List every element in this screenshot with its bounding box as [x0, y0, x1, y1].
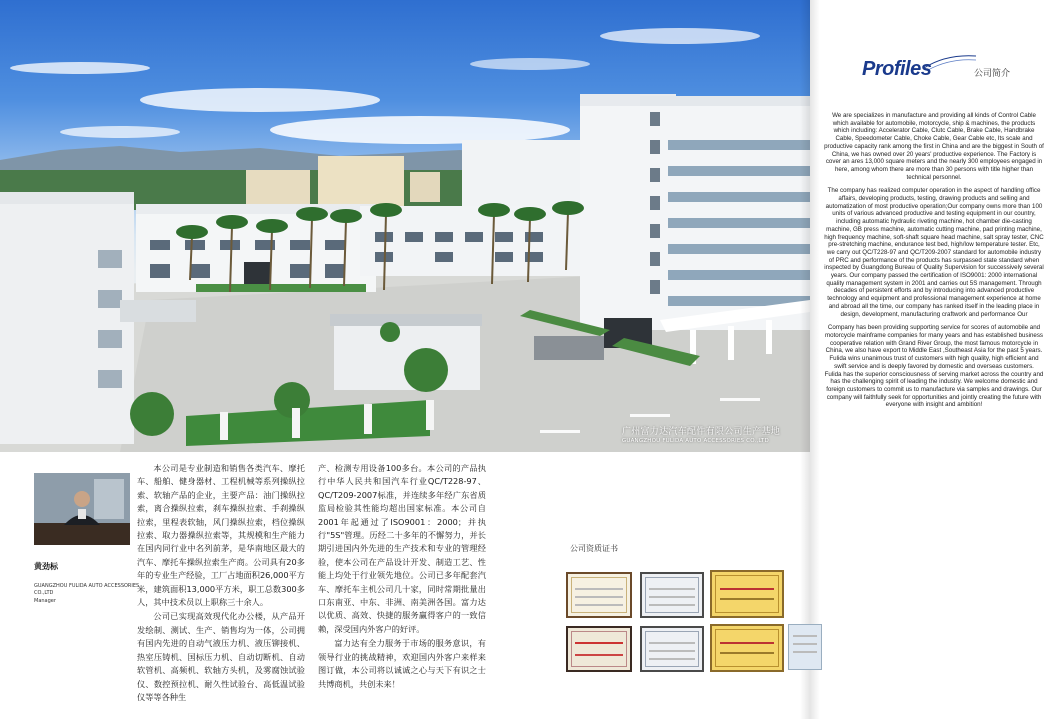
- manager-company: GUANGZHOU FULIDA AUTO ACCESSORIES CO.,LTD: [34, 583, 140, 596]
- certificate-4: [566, 626, 632, 672]
- chinese-paragraph-4: 富力达有全力服务于市场的服务意识，有领导行业的挑战精神，欢迎国内外客户来样来图订做，本公司将以诚诚之心与天下有识之士共博商机，共创未来！: [318, 638, 486, 689]
- english-paragraph-1: We are specializes in manufacture and providing all kinds of Control Cable which available for automobile, motorcycle, ship & machines, the products which including: Accelerator Cable, Clutc Cable, Brake Cable, Handbrake Cable, Speedometer Cable, Choke Cable, Gear Cable etc, Its scale and productive capacity rank among the first in China and are the biggest in South of China, we has owned over 20 years' productive experience. The Factory is cover an ares 13,000 square meters and the nearly 300 employees engaged in here, among whom there are more than 30 persons with title higher than technical personnel.: [824, 112, 1044, 181]
- hero-caption-cn: 广州富力达汽车配件有限公司生产基地: [621, 427, 780, 437]
- english-paragraph-2: The company has realized computer operation in the aspect of handling office affairs, developing products, testing, drawing products and selling and automatization of most productive operation;Our company owns more than 100 units of various advanced productive and testing equipment in our country, including automatic hydraulic riveting machine, hot chamber die-casting machine, GB press machine, automatic cutting machine, pad printing machine, high frequency machine, soft-shaft square head machine, salt spray tester, CNC pre-stretching machine, endurance test bed, high/low temperature tester. Etc, we carry out QC/T228-97 and QC/T209-2007 standard for automobile industry of PRC and performance of the products has surpassed state standard when inspected by Guangdong Bureau of Quality Supervision for successively several years. Our company passed the certification of ISO9001: 2000 international quality management system in 2001 and carries out 5S management. Through decades of persistent efforts and by introducing into advanced productive technology and equipment and professional management experience at home and abroad all the time, our company has ranked itself in the leading place in design, development, manufacturing craftwork and performance Our: [824, 187, 1044, 318]
- english-paragraph-4: Fulida has the superior consciousness of serving market across the country and has the challenging spirit of leading the industry. We welcome domestic and foreign customers to commit us to manufacture via samples and drawings. Our company will faithfully seek for opportunities and jointly creating the future with everyone with insight and ambition!: [824, 370, 1044, 409]
- factory-photo: [0, 0, 810, 452]
- profiles-subtitle: 公司简介: [974, 69, 1011, 79]
- chinese-column-2: [318, 462, 486, 692]
- profiles-title: Profiles: [862, 58, 932, 80]
- manager-portrait: [34, 473, 130, 545]
- hero-caption-en: GUANGZHOU FULIDA AUTO ACCESSORIES CO.,LTD: [621, 438, 769, 444]
- manager-title: Manager: [34, 598, 56, 604]
- chinese-paragraph-2: 公司已实现高效现代化办公楼，从产品开发绘制、测试、生产、销售均为一体，公司拥有国内先进的自动气液压力机、液压铆接机、热室压铸机、国标压力机、自动切断机、自动软管机、高频机、软轴方头机，及雾腐蚀试验仪、数控预拉机、耐久性试验台、高低温试验仪等等各种生: [137, 611, 305, 702]
- certificate-6: [710, 624, 784, 672]
- manager-photo: [34, 473, 130, 545]
- certificate-1: [566, 572, 632, 618]
- certificate-2: [640, 572, 704, 618]
- certificates-heading: 公司资质证书: [570, 544, 618, 553]
- profiles-heading: [862, 52, 1022, 92]
- certificate-5: [640, 626, 704, 672]
- chinese-paragraph-1: 本公司是专业制造和销售各类汽车、摩托车、船舶、健身器材、工程机械等系列操纵拉索、软轴产品的企业，主要产品：油门操纵拉索，离合操纵拉索，刹车操纵拉索、手刹操纵拉索，里程表软轴，风门操纵拉索，档位操纵拉索、取力器操纵拉索等，其规模和生产能力在国内同行业中名列前茅，是华南地区最大的汽车、摩托车操纵拉索生产商。公司具有20多年的专业生产经验，工厂占地面积26,000平方米，建筑面积13,000平方米，职工总数300多人，其中技术员以上职称三十余人。: [137, 463, 305, 608]
- hero-caption: [622, 424, 780, 444]
- english-paragraph-3: Company has been providing supporting service for scores of automobile and motorcycle mainframe companies for many years and has established business cooperative relation with Grand River Group, the most famous motorcycle in China, we also have export to Middle East ,Southeast Asia for the past 5 years. Fulida wins unanimous trust of customers with high quality, high efficient and swift service and is deeply favored by domestic and overseas customers.: [824, 324, 1044, 370]
- factory-illustration: [0, 0, 810, 452]
- certificate-3: [710, 570, 784, 618]
- certificate-7: [788, 624, 822, 670]
- english-profile-text: [824, 112, 1044, 415]
- certificates-grid: [566, 568, 826, 678]
- chinese-paragraph-3: 产、检测专用设备100多台。本公司的产品执行中华人民共和国汽车行业QC/T228-97、QC/T209-2007标准，并连续多年经广东省质监局检验其性能均超出国家标准。本公司自2001年起通过了ISO9001：2000；并执行"5S"管理。历经二十多年的不懈努力，并长期引进国内外先进的生产技术和专业的管理经验，使本公司在产品设计开发、制造工艺、性能上均处于行业领先地位。公司已多年配套汽车、摩托车主机公司几十家，同时常期批量出口东南亚、中东、非洲、南美洲各国。富力达以优质、高效、快捷的服务赢得客户的一致信赖，深受国内外客户的好评。: [318, 463, 486, 634]
- manager-name: 黄劲标: [34, 562, 58, 571]
- chinese-column-1: [137, 462, 305, 705]
